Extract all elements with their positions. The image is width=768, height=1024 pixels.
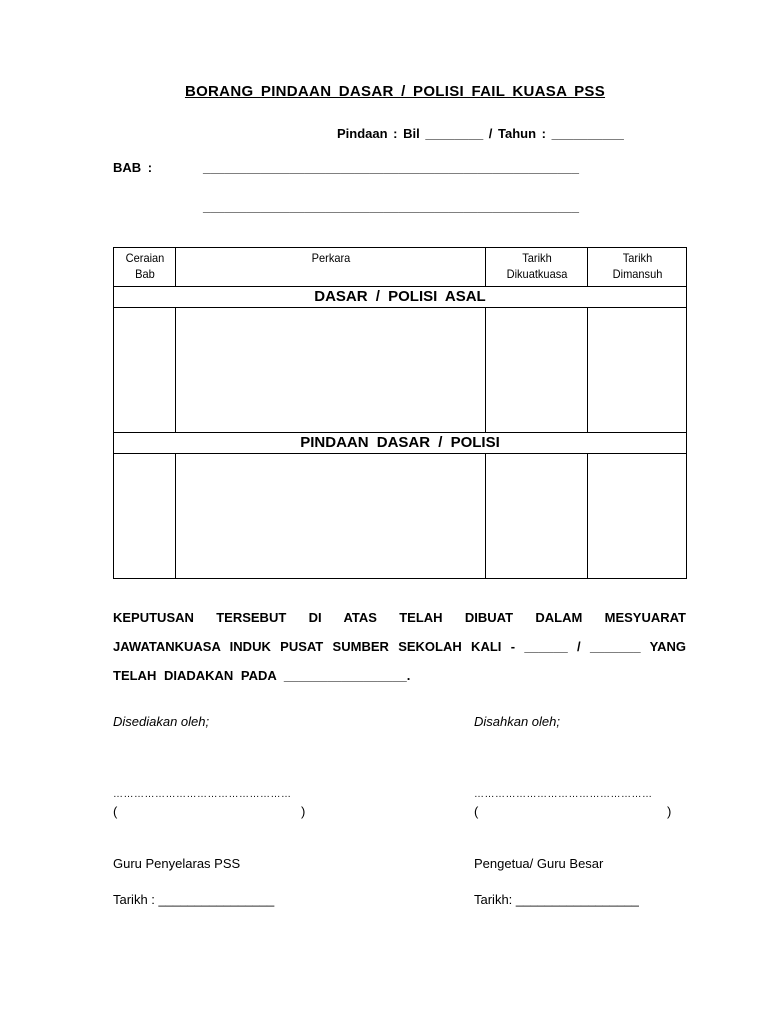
table-header-row: [114, 248, 687, 287]
asal-entry-row: [114, 308, 687, 433]
header-tarikh-dimansuh: [591, 248, 682, 287]
header-dikuatkuasa-line1: Tarikh: [521, 251, 552, 265]
pindaan-entry-row: [114, 454, 687, 579]
header-ceraian-bab: [116, 248, 173, 287]
section-pindaan-heading: PINDAAN DASAR / POLISI: [114, 433, 687, 454]
pindaan-dikuatkuasa-cell[interactable]: [486, 454, 588, 579]
pindaan-ceraian-cell[interactable]: [114, 454, 176, 579]
pindaan-dimansuh-cell[interactable]: [588, 454, 687, 579]
header-perkara-label: Perkara: [311, 251, 350, 265]
left-tarikh: Tarikh : ________________: [113, 892, 275, 907]
left-signature-dots: ……………………………………………: [113, 789, 292, 800]
amendment-table: [113, 247, 687, 579]
left-close-paren: ): [301, 804, 306, 819]
left-open-paren: (: [113, 804, 118, 819]
form-title: BORANG PINDAAN DASAR / POLISI FAIL KUASA PSS: [184, 83, 606, 100]
bab-line-1: ____________________________________________________: [203, 160, 579, 175]
right-tarikh: Tarikh: _________________: [474, 892, 639, 907]
asal-dimansuh-cell[interactable]: [588, 308, 687, 433]
pindaan-line: Pindaan : Bil ________ / Tahun : __________: [337, 126, 624, 141]
right-open-paren: (: [474, 804, 479, 819]
asal-dikuatkuasa-cell[interactable]: [486, 308, 588, 433]
right-position: Pengetua/ Guru Besar: [474, 856, 604, 871]
asal-ceraian-cell[interactable]: [114, 308, 176, 433]
left-position: Guru Penyelaras PSS: [113, 856, 241, 871]
disediakan-label: Disediakan oleh;: [113, 714, 210, 729]
header-ceraian-line1: Ceraian: [125, 251, 164, 265]
header-ceraian-line2: Bab: [134, 267, 155, 281]
header-dikuatkuasa-line2: Dikuatkuasa: [506, 267, 567, 281]
asal-perkara-cell[interactable]: [176, 308, 486, 433]
header-dimansuh-line2: Dimansuh: [612, 267, 662, 281]
section-asal-heading: DASAR / POLISI ASAL: [114, 287, 687, 308]
header-tarikh-dikuatkuasa: [490, 248, 584, 287]
right-signature-dots: ……………………………………………: [474, 789, 653, 800]
bab-line-2: ____________________________________________________: [203, 199, 579, 214]
disahkan-label: Disahkan oleh;: [474, 714, 560, 729]
pindaan-perkara-cell[interactable]: [176, 454, 486, 579]
right-close-paren: ): [667, 804, 672, 819]
section-pindaan-row: [114, 433, 687, 454]
keputusan-statement: KEPUTUSAN TERSEBUT DI ATAS TELAH DIBUAT DALAM MESYUARAT JAWATANKUASA INDUK PUSAT SUMBER SEKOLAH KALI - ______ / _______ YANG TELAH DIADAKAN PADA _________________.: [113, 610, 686, 683]
header-dimansuh-line1: Tarikh: [622, 251, 652, 265]
section-asal-row: [114, 287, 687, 308]
header-perkara: [188, 248, 473, 287]
bab-label: BAB :: [113, 160, 153, 175]
